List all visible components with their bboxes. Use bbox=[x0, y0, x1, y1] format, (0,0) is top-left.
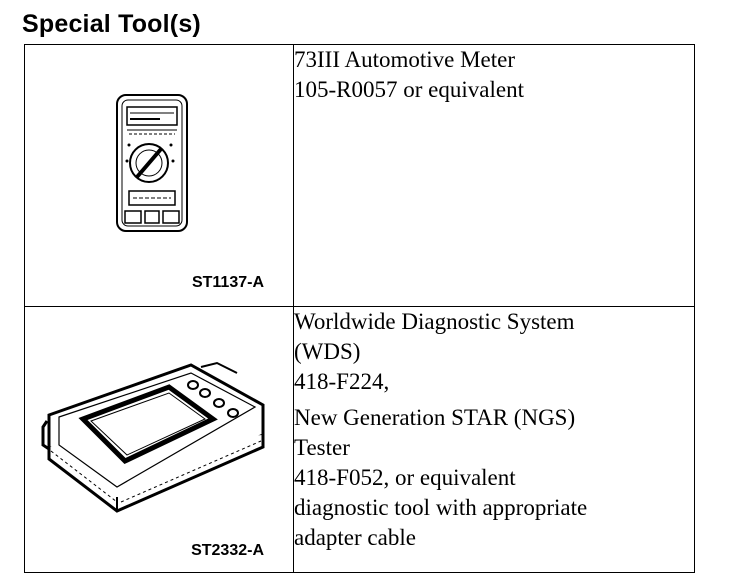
tool-part-number-line: 418-F052, or equivalent bbox=[294, 465, 516, 490]
tool-image-cell bbox=[25, 307, 294, 573]
tool-name-line: (WDS) bbox=[294, 339, 361, 364]
multimeter-illustration bbox=[115, 93, 189, 233]
tool-image-cell bbox=[25, 45, 294, 307]
tool-name-line: Tester bbox=[294, 435, 350, 460]
tool-name-line: Worldwide Diagnostic System bbox=[294, 309, 575, 334]
special-tools-table bbox=[24, 44, 695, 573]
tool-description bbox=[294, 45, 695, 307]
tool-name-line: New Generation STAR (NGS) bbox=[294, 405, 576, 430]
figure-code: ST1137-A bbox=[191, 274, 264, 291]
tool-description bbox=[294, 307, 695, 573]
diagnostic-tester-illustration bbox=[41, 347, 271, 527]
figure-code: ST2332-A bbox=[191, 542, 264, 559]
tool-row bbox=[25, 45, 695, 307]
tool-part-number-line: 105-R0057 or equivalent bbox=[294, 77, 524, 102]
tool-note-line: adapter cable bbox=[294, 525, 416, 550]
tool-note-line: diagnostic tool with appropriate bbox=[294, 495, 588, 520]
tool-name-line: 73III Automotive Meter bbox=[294, 47, 516, 72]
tool-part-number-line: 418-F224, bbox=[294, 369, 390, 394]
section-heading: Special Tool(s) bbox=[22, 10, 201, 38]
tool-row bbox=[25, 307, 695, 573]
